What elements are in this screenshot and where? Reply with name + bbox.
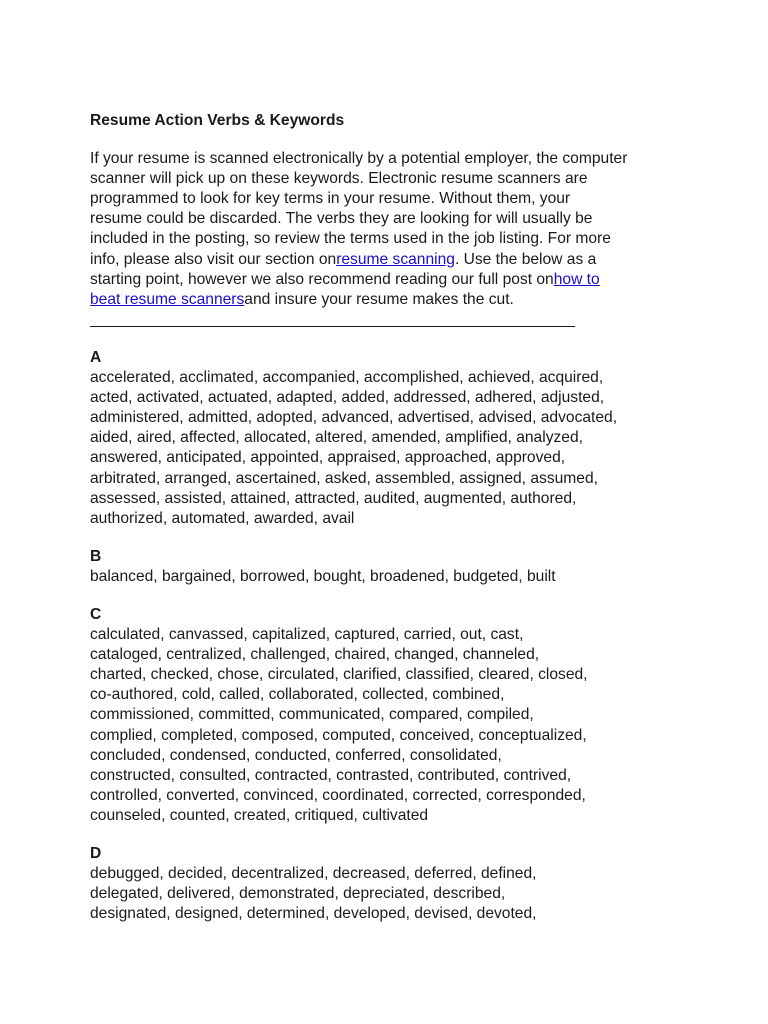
section-d: [90, 844, 690, 924]
verb-line: charted, checked, chose, circulated, clarified, classified, cleared, closed,: [90, 666, 588, 684]
section-c: [90, 605, 690, 826]
verb-line: designated, designed, determined, developed, devised, devoted,: [90, 905, 537, 923]
verb-line: accelerated, acclimated, accompanied, accomplished, achieved, acquired,: [90, 369, 604, 387]
resume-scanning-link[interactable]: resume scanning: [336, 250, 455, 268]
document-page: [90, 111, 690, 924]
intro-line: [90, 270, 690, 290]
verb-line: authorized, automated, awarded, avail: [90, 509, 355, 527]
intro-line: scanner will pick up on these keywords. Electronic resume scanners are: [90, 170, 588, 188]
verb-line: co-authored, cold, called, collaborated, collected, combined,: [90, 686, 505, 704]
section-b: [90, 547, 690, 587]
verb-line: answered, anticipated, appointed, appraised, approached, approved,: [90, 449, 566, 467]
verb-line: debugged, decided, decentralized, decreased, deferred, defined,: [90, 865, 537, 883]
intro-text: info, please also visit our section on: [90, 250, 337, 268]
verb-line: cataloged, centralized, challenged, chaired, changed, channeled,: [90, 646, 540, 664]
intro-paragraph: [90, 149, 690, 330]
verb-line: concluded, condensed, conducted, conferred, consolidated,: [90, 746, 502, 764]
divider-rule: ____________________________________________________________: [90, 310, 575, 328]
verb-line: constructed, consulted, contracted, contrasted, contributed, contrived,: [90, 766, 572, 784]
intro-line: [90, 250, 690, 270]
verb-line: commissioned, committed, communicated, compared, compiled,: [90, 706, 534, 724]
verb-line: acted, activated, actuated, adapted, added, addressed, adhered, adjusted,: [90, 389, 605, 407]
verb-line: administered, admitted, adopted, advanced, advertised, advised, advocated,: [90, 409, 618, 427]
intro-line: programmed to look for key terms in your resume. Without them, your: [90, 190, 571, 208]
beat-resume-scanners-link-part1[interactable]: how to: [553, 270, 600, 288]
verb-line: controlled, converted, convinced, coordinated, corrected, corresponded,: [90, 786, 586, 804]
section-heading: C: [90, 605, 102, 623]
beat-resume-scanners-link-part2[interactable]: beat resume scanners: [90, 290, 245, 308]
verb-line: delegated, delivered, demonstrated, depreciated, described,: [90, 885, 506, 903]
section-heading: B: [90, 547, 102, 565]
verb-line: assessed, assisted, attained, attracted, audited, augmented, authored,: [90, 489, 577, 507]
verb-line: complied, completed, composed, computed, conceived, conceptualized,: [90, 726, 587, 744]
section-heading: A: [90, 348, 102, 366]
intro-text: . Use the below as a: [454, 250, 597, 268]
section-a: [90, 348, 690, 529]
intro-line: [90, 290, 690, 310]
intro-line: If your resume is scanned electronically by a potential employer, the computer: [90, 150, 628, 168]
intro-line: included in the posting, so review the terms used in the job listing. For more: [90, 230, 611, 248]
verb-line: balanced, bargained, borrowed, bought, broadened, budgeted, built: [90, 567, 556, 585]
section-heading: D: [90, 845, 102, 862]
intro-text: and insure your resume makes the cut.: [244, 290, 514, 308]
verb-line: arbitrated, arranged, ascertained, asked, assembled, assigned, assumed,: [90, 469, 598, 487]
verb-line: aided, aired, affected, allocated, altered, amended, amplified, analyzed,: [90, 429, 583, 447]
intro-line: resume could be discarded. The verbs they are looking for will usually be: [90, 210, 593, 228]
verb-line: calculated, canvassed, capitalized, captured, carried, out, cast,: [90, 626, 524, 644]
page-title: Resume Action Verbs & Keywords: [90, 112, 345, 129]
intro-text: starting point, however we also recommend reading our full post on: [90, 270, 554, 288]
verb-line: counseled, counted, created, critiqued, cultivated: [90, 806, 429, 824]
